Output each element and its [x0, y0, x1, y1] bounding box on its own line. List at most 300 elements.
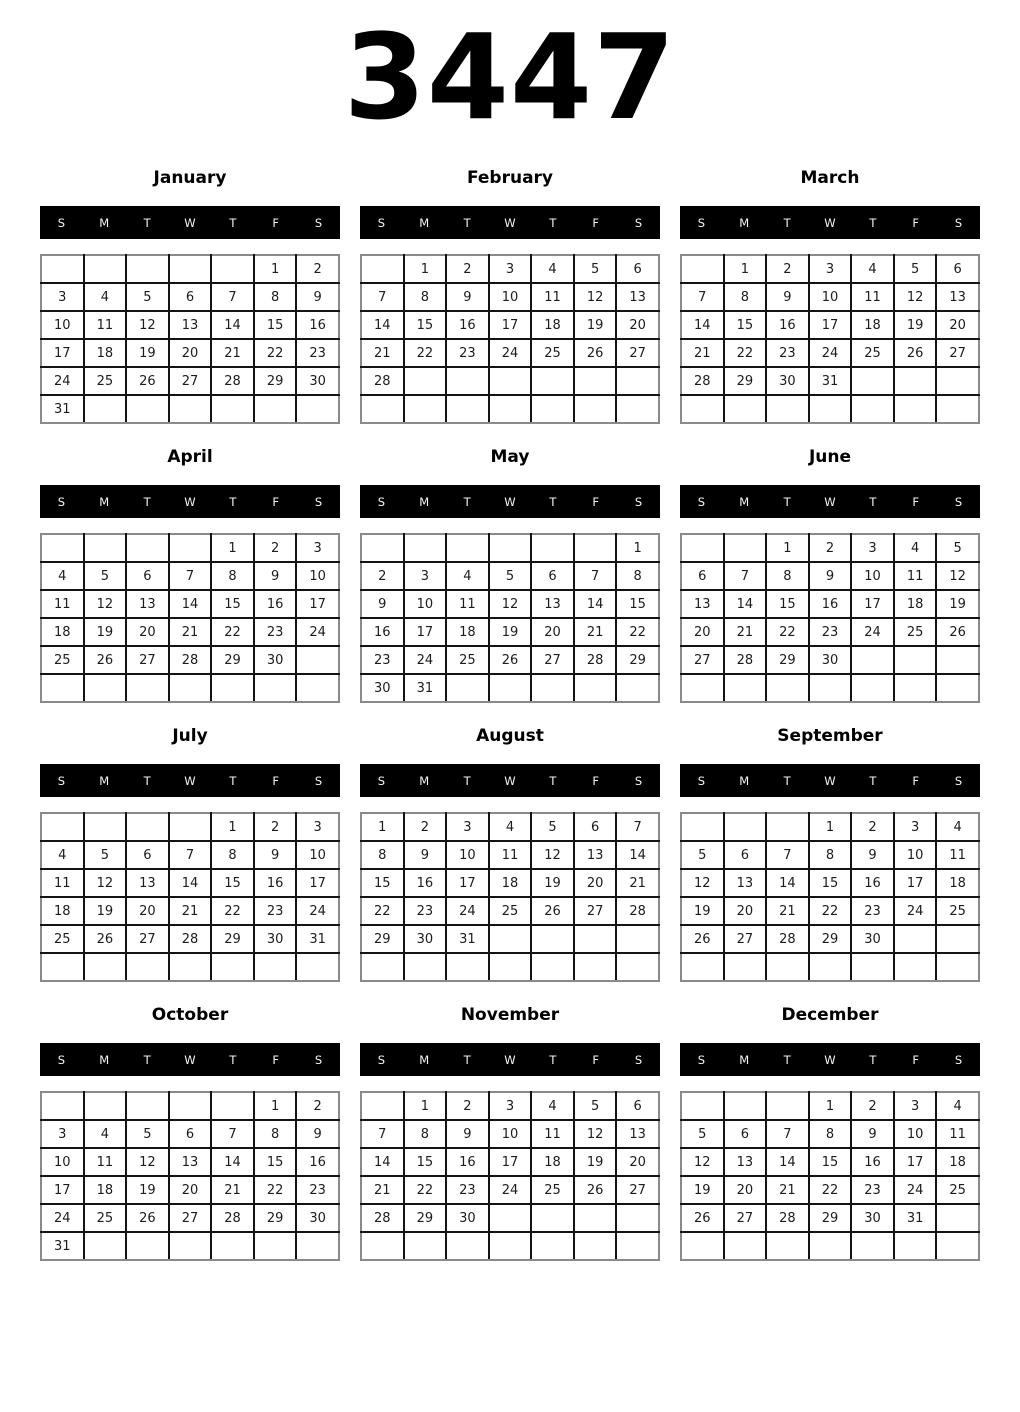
week-row [681, 311, 979, 339]
weekday-cell: S [697, 773, 706, 788]
day-cell: 29 [766, 646, 809, 674]
year-title: 3447 [343, 8, 677, 146]
weekday-cell: F [592, 1052, 600, 1067]
day-cell: 26 [84, 646, 127, 674]
empty-day-cell [361, 953, 404, 981]
weekday-cell: F [912, 494, 920, 509]
day-cell: 29 [361, 925, 404, 953]
weekday-cell: T [229, 494, 237, 509]
week-row [361, 311, 659, 339]
day-cell: 23 [361, 646, 404, 674]
day-cell: 4 [936, 1092, 979, 1120]
day-cell: 24 [41, 1204, 84, 1232]
weekday-cell: F [272, 494, 280, 509]
day-cell: 25 [531, 1176, 574, 1204]
day-cell: 8 [809, 1120, 852, 1148]
day-cell: 1 [724, 255, 767, 283]
weekday-cell: T [143, 215, 151, 230]
day-cell: 2 [766, 255, 809, 283]
month-block [360, 708, 660, 982]
weekday-cell: S [634, 1052, 643, 1067]
empty-day-cell [894, 1232, 937, 1260]
week-row [681, 534, 979, 562]
week-row [681, 1232, 979, 1260]
empty-day-cell [681, 534, 724, 562]
day-cell: 2 [404, 813, 447, 841]
day-cell: 30 [446, 1204, 489, 1232]
weekday-cell: M [739, 494, 750, 509]
day-cell: 19 [574, 1148, 617, 1176]
day-cell: 31 [41, 395, 84, 423]
day-cell: 2 [254, 534, 297, 562]
weekday-cell: T [143, 773, 151, 788]
day-cell: 29 [254, 1204, 297, 1232]
empty-day-cell [254, 953, 297, 981]
day-cell: 10 [41, 1148, 84, 1176]
day-cell: 17 [489, 311, 532, 339]
empty-day-cell [574, 1204, 617, 1232]
empty-day-cell [361, 1092, 404, 1120]
week-row [361, 841, 659, 869]
day-cell: 6 [531, 562, 574, 590]
empty-day-cell [936, 953, 979, 981]
month-title: May [490, 447, 530, 467]
day-cell: 17 [296, 869, 339, 897]
day-cell: 15 [211, 869, 254, 897]
day-cell: 21 [766, 897, 809, 925]
day-cell: 10 [851, 562, 894, 590]
day-cell: 16 [404, 869, 447, 897]
day-cell: 8 [724, 283, 767, 311]
day-cell: 18 [531, 1148, 574, 1176]
week-row [681, 1092, 979, 1120]
day-cell: 1 [254, 1092, 297, 1120]
day-cell: 22 [254, 339, 297, 367]
day-cell: 15 [254, 1148, 297, 1176]
week-row [361, 869, 659, 897]
weekday-cell: T [783, 1052, 791, 1067]
day-cell: 25 [851, 339, 894, 367]
day-cell: 6 [724, 1120, 767, 1148]
day-cell: 16 [296, 311, 339, 339]
month-grid [40, 254, 340, 424]
week-row [681, 841, 979, 869]
day-cell: 19 [574, 311, 617, 339]
day-cell: 13 [724, 869, 767, 897]
day-cell: 2 [361, 562, 404, 590]
day-cell: 15 [361, 869, 404, 897]
day-cell: 9 [809, 562, 852, 590]
day-cell: 28 [766, 1204, 809, 1232]
weekday-cell: T [463, 215, 471, 230]
empty-day-cell [169, 534, 212, 562]
week-row [41, 618, 339, 646]
month-title: January [153, 168, 227, 188]
week-row [361, 367, 659, 395]
day-cell: 21 [724, 618, 767, 646]
empty-day-cell [41, 255, 84, 283]
day-cell: 23 [851, 897, 894, 925]
empty-day-cell [169, 1092, 212, 1120]
week-row [41, 1092, 339, 1120]
weekday-cell: M [419, 1052, 430, 1067]
empty-day-cell [489, 367, 532, 395]
day-cell: 8 [404, 283, 447, 311]
day-cell: 14 [169, 869, 212, 897]
day-cell: 20 [126, 897, 169, 925]
day-cell: 2 [851, 813, 894, 841]
day-cell: 5 [84, 562, 127, 590]
weekday-cell: S [954, 773, 963, 788]
empty-day-cell [681, 674, 724, 702]
day-cell: 22 [809, 1176, 852, 1204]
day-cell: 9 [851, 841, 894, 869]
empty-day-cell [574, 534, 617, 562]
day-cell: 23 [254, 897, 297, 925]
day-cell: 25 [41, 925, 84, 953]
empty-day-cell [211, 674, 254, 702]
day-cell: 28 [724, 646, 767, 674]
day-cell: 10 [489, 1120, 532, 1148]
weekday-header-band [360, 1043, 660, 1076]
day-cell: 27 [616, 1176, 659, 1204]
day-cell: 15 [254, 311, 297, 339]
empty-day-cell [574, 367, 617, 395]
day-cell: 2 [851, 1092, 894, 1120]
weekday-cell: S [57, 1052, 66, 1067]
week-row [361, 1232, 659, 1260]
day-cell: 22 [211, 897, 254, 925]
day-cell: 8 [766, 562, 809, 590]
empty-day-cell [169, 674, 212, 702]
day-cell: 30 [404, 925, 447, 953]
week-row [41, 674, 339, 702]
empty-day-cell [936, 674, 979, 702]
month-block [680, 150, 980, 424]
day-cell: 27 [724, 925, 767, 953]
day-cell: 27 [574, 897, 617, 925]
weekday-header-band [680, 1043, 980, 1076]
day-cell: 17 [489, 1148, 532, 1176]
empty-day-cell [84, 953, 127, 981]
empty-day-cell [724, 674, 767, 702]
day-cell: 21 [574, 618, 617, 646]
month-grid [360, 533, 660, 703]
day-cell: 29 [616, 646, 659, 674]
day-cell: 26 [681, 925, 724, 953]
month-grid [360, 1091, 660, 1261]
day-cell: 10 [296, 562, 339, 590]
day-cell: 6 [681, 562, 724, 590]
day-cell: 28 [211, 367, 254, 395]
week-row [41, 590, 339, 618]
empty-day-cell [851, 1232, 894, 1260]
day-cell: 6 [574, 813, 617, 841]
day-cell: 9 [361, 590, 404, 618]
day-cell: 10 [404, 590, 447, 618]
day-cell: 16 [446, 1148, 489, 1176]
week-row [681, 953, 979, 981]
day-cell: 28 [766, 925, 809, 953]
week-row [361, 897, 659, 925]
day-cell: 20 [169, 339, 212, 367]
day-cell: 18 [851, 311, 894, 339]
day-cell: 24 [41, 367, 84, 395]
weekday-cell: W [184, 1052, 196, 1067]
day-cell: 17 [446, 869, 489, 897]
day-cell: 4 [531, 255, 574, 283]
month-block [360, 987, 660, 1261]
day-cell: 20 [616, 311, 659, 339]
month-block [40, 429, 340, 703]
weekday-cell: T [869, 773, 877, 788]
day-cell: 30 [296, 1204, 339, 1232]
empty-day-cell [616, 674, 659, 702]
weekday-header-band [680, 206, 980, 239]
day-cell: 2 [446, 1092, 489, 1120]
day-cell: 21 [361, 339, 404, 367]
empty-day-cell [169, 953, 212, 981]
day-cell: 12 [681, 1148, 724, 1176]
empty-day-cell [724, 395, 767, 423]
weekday-header-band [360, 206, 660, 239]
day-cell: 4 [851, 255, 894, 283]
day-cell: 22 [766, 618, 809, 646]
empty-day-cell [404, 395, 447, 423]
empty-day-cell [84, 395, 127, 423]
empty-day-cell [766, 395, 809, 423]
day-cell: 12 [574, 283, 617, 311]
day-cell: 8 [211, 562, 254, 590]
week-row [41, 283, 339, 311]
day-cell: 11 [531, 283, 574, 311]
day-cell: 14 [211, 311, 254, 339]
empty-day-cell [489, 534, 532, 562]
week-row [41, 311, 339, 339]
weekday-cell: S [314, 494, 323, 509]
day-cell: 24 [851, 618, 894, 646]
week-row [41, 395, 339, 423]
day-cell: 15 [404, 1148, 447, 1176]
empty-day-cell [681, 255, 724, 283]
empty-day-cell [126, 534, 169, 562]
day-cell: 28 [681, 367, 724, 395]
day-cell: 28 [169, 925, 212, 953]
day-cell: 27 [126, 925, 169, 953]
day-cell: 12 [489, 590, 532, 618]
empty-day-cell [616, 395, 659, 423]
week-row [681, 813, 979, 841]
month-block [680, 708, 980, 982]
day-cell: 26 [936, 618, 979, 646]
day-cell: 31 [41, 1232, 84, 1260]
day-cell: 1 [616, 534, 659, 562]
day-cell: 2 [254, 813, 297, 841]
day-cell: 7 [211, 1120, 254, 1148]
day-cell: 19 [84, 618, 127, 646]
weekday-cell: T [869, 1052, 877, 1067]
weekday-cell: F [592, 494, 600, 509]
weekday-cell: T [869, 494, 877, 509]
day-cell: 14 [169, 590, 212, 618]
day-cell: 11 [936, 841, 979, 869]
day-cell: 25 [489, 897, 532, 925]
day-cell: 30 [766, 367, 809, 395]
week-row [41, 1120, 339, 1148]
weekday-cell: S [314, 773, 323, 788]
day-cell: 26 [574, 1176, 617, 1204]
weekday-cell: W [504, 773, 516, 788]
day-cell: 5 [84, 841, 127, 869]
empty-day-cell [531, 1232, 574, 1260]
weekday-cell: S [634, 494, 643, 509]
empty-day-cell [681, 1232, 724, 1260]
weekday-cell: S [697, 494, 706, 509]
day-cell: 3 [851, 534, 894, 562]
day-cell: 28 [574, 646, 617, 674]
month-title: April [167, 447, 213, 467]
weekday-cell: T [869, 215, 877, 230]
day-cell: 5 [574, 255, 617, 283]
day-cell: 3 [489, 1092, 532, 1120]
day-cell: 23 [851, 1176, 894, 1204]
day-cell: 11 [851, 283, 894, 311]
month-title: November [460, 1005, 560, 1025]
day-cell: 11 [936, 1120, 979, 1148]
day-cell: 23 [446, 339, 489, 367]
weekday-cell: W [824, 494, 836, 509]
empty-day-cell [724, 1092, 767, 1120]
week-row [681, 1204, 979, 1232]
week-row [41, 897, 339, 925]
weekday-cell: S [697, 215, 706, 230]
empty-day-cell [724, 534, 767, 562]
month-title: August [476, 726, 544, 746]
weekday-cell: T [549, 773, 557, 788]
empty-day-cell [894, 395, 937, 423]
empty-day-cell [84, 534, 127, 562]
month-block [40, 987, 340, 1261]
empty-day-cell [936, 925, 979, 953]
day-cell: 22 [404, 1176, 447, 1204]
day-cell: 21 [361, 1176, 404, 1204]
weekday-cell: M [739, 215, 750, 230]
weekday-cell: F [272, 773, 280, 788]
weekday-cell: M [99, 494, 110, 509]
empty-day-cell [126, 395, 169, 423]
week-row [361, 590, 659, 618]
day-cell: 27 [169, 1204, 212, 1232]
day-cell: 4 [531, 1092, 574, 1120]
day-cell: 16 [851, 869, 894, 897]
day-cell: 24 [296, 897, 339, 925]
day-cell: 26 [681, 1204, 724, 1232]
empty-day-cell [936, 1204, 979, 1232]
empty-day-cell [851, 646, 894, 674]
week-row [681, 1120, 979, 1148]
empty-day-cell [681, 395, 724, 423]
week-row [361, 562, 659, 590]
day-cell: 3 [404, 562, 447, 590]
day-cell: 31 [894, 1204, 937, 1232]
week-row [361, 283, 659, 311]
day-cell: 27 [616, 339, 659, 367]
day-cell: 29 [254, 367, 297, 395]
day-cell: 9 [446, 1120, 489, 1148]
empty-day-cell [724, 813, 767, 841]
day-cell: 19 [681, 1176, 724, 1204]
day-cell: 8 [809, 841, 852, 869]
day-cell: 16 [254, 869, 297, 897]
day-cell: 8 [361, 841, 404, 869]
day-cell: 9 [296, 283, 339, 311]
day-cell: 18 [84, 339, 127, 367]
day-cell: 1 [809, 813, 852, 841]
empty-day-cell [574, 925, 617, 953]
day-cell: 30 [851, 925, 894, 953]
day-cell: 8 [254, 1120, 297, 1148]
week-row [361, 813, 659, 841]
weekday-cell: S [377, 1052, 386, 1067]
day-cell: 7 [681, 283, 724, 311]
weekday-cell: S [954, 1052, 963, 1067]
day-cell: 4 [41, 562, 84, 590]
day-cell: 19 [936, 590, 979, 618]
day-cell: 22 [809, 897, 852, 925]
weekday-cell: T [549, 1052, 557, 1067]
empty-day-cell [894, 925, 937, 953]
weekday-cell: F [592, 215, 600, 230]
day-cell: 8 [616, 562, 659, 590]
day-cell: 7 [766, 841, 809, 869]
empty-day-cell [126, 813, 169, 841]
day-cell: 10 [446, 841, 489, 869]
empty-day-cell [809, 674, 852, 702]
day-cell: 17 [851, 590, 894, 618]
weekday-cell: W [184, 215, 196, 230]
day-cell: 2 [446, 255, 489, 283]
day-cell: 25 [936, 897, 979, 925]
day-cell: 31 [296, 925, 339, 953]
weekday-cell: S [57, 215, 66, 230]
day-cell: 12 [126, 1148, 169, 1176]
day-cell: 21 [211, 339, 254, 367]
empty-day-cell [531, 925, 574, 953]
weekday-cell: W [504, 1052, 516, 1067]
week-row [361, 339, 659, 367]
weekday-header-band [360, 764, 660, 797]
empty-day-cell [84, 674, 127, 702]
day-cell: 30 [254, 646, 297, 674]
day-cell: 7 [211, 283, 254, 311]
day-cell: 10 [489, 283, 532, 311]
empty-day-cell [211, 1092, 254, 1120]
day-cell: 5 [126, 283, 169, 311]
day-cell: 18 [894, 590, 937, 618]
day-cell: 6 [724, 841, 767, 869]
day-cell: 15 [616, 590, 659, 618]
empty-day-cell [616, 925, 659, 953]
empty-day-cell [681, 1092, 724, 1120]
month-title: September [777, 726, 883, 746]
day-cell: 23 [809, 618, 852, 646]
weekday-cell: S [634, 215, 643, 230]
day-cell: 10 [809, 283, 852, 311]
day-cell: 9 [851, 1120, 894, 1148]
day-cell: 29 [211, 646, 254, 674]
day-cell: 11 [446, 590, 489, 618]
day-cell: 19 [681, 897, 724, 925]
